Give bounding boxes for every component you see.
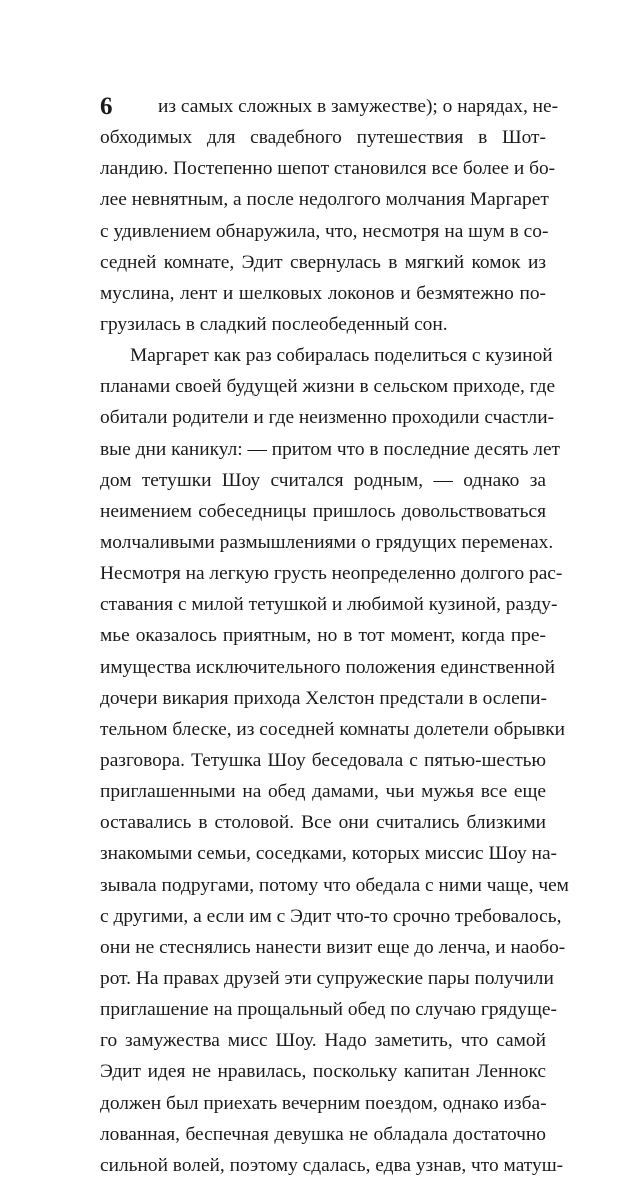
text-line: Несмотря на легкую грусть неопределенно долгого рас- <box>100 563 563 585</box>
text-line: неимением собеседницы пришлось довольствоваться <box>100 500 546 522</box>
text-line: лее невнятным, а после недолгого молчания Маргарет <box>100 189 549 211</box>
text-line: молчаливыми размышлениями о грядущих переменах. <box>100 531 554 553</box>
page-number: 6 <box>100 93 113 120</box>
text-line: го замужества мисс Шоу. Надо заметить, что самой <box>100 1030 546 1052</box>
text-line: с другими, а если им с Эдит что-то срочно требовалось, <box>100 905 562 927</box>
text-line: знакомыми семьи, соседками, которых миссис Шоу на- <box>100 843 558 865</box>
text-line: мье оказалось приятным, но в тот момент, когда пре- <box>100 625 546 647</box>
body-text <box>100 91 569 1181</box>
text-line: сильной волей, поэтому сдалась, едва узнав, что матуш- <box>100 1154 564 1176</box>
text-line: седней комнате, Эдит свернулась в мягкий комок из <box>100 251 546 273</box>
text-line: имущества исключительного положения единственной <box>100 656 555 678</box>
text-line: планами своей будущей жизни в сельском приходе, где <box>100 376 556 398</box>
text-line: вые дни каникул: — притом что в последние десять лет <box>100 438 561 460</box>
text-line: разговора. Тетушка Шоу беседовала с пятью-шестью <box>100 749 546 771</box>
text-line: обходимых для свадебного путешествия в Шот- <box>100 127 546 149</box>
text-line: должен был приехать вечерним поездом, однако изба- <box>100 1092 547 1114</box>
text-line: обитали родители и где неизменно проходили счастли- <box>100 407 555 429</box>
text-line: из самых сложных в замужестве); о нарядах, не- <box>158 96 559 117</box>
text-line: они не стеснялись нанести визит еще до ленча, и наобо- <box>100 936 566 958</box>
text-line: Эдит идея не нравилась, поскольку капитан Леннокс <box>100 1061 546 1083</box>
text-line: ставания с милой тетушкой и любимой кузиной, разду- <box>100 594 558 616</box>
text-line: муслина, лент и шелковых локонов и безмятежно по- <box>100 282 546 304</box>
text-line: приглашение на прощальный обед по случаю грядуще- <box>100 999 557 1021</box>
text-line: Маргарет как раз собиралась поделиться с кузиной <box>130 345 553 367</box>
text-line: дочери викария прихода Хелстон предстали в ослепи- <box>100 687 547 709</box>
text-line: рот. На правах друзей эти супружеские пары получили <box>100 967 554 989</box>
text-line: приглашенными на обед дамами, чьи мужья все еще <box>100 781 546 803</box>
text-line: оставались в столовой. Все они считались близкими <box>100 812 546 834</box>
text-line: ландию. Постепенно шепот становился все более и бо- <box>100 158 556 180</box>
text-line: с удивлением обнаружила, что, несмотря на шум в со- <box>100 220 549 242</box>
text-line: грузилась в сладкий послеобеденный сон. <box>100 313 448 335</box>
text-line: тельном блеске, из соседней комнаты долетели обрывки <box>100 718 566 740</box>
text-line: лованная, беспечная девушка не обладала достаточно <box>100 1123 546 1145</box>
text-line: зывала подругами, потому что обедала с ними чаще, чем <box>100 874 569 896</box>
text-line: дом тетушки Шоу считался родным, — однако за <box>100 469 546 491</box>
